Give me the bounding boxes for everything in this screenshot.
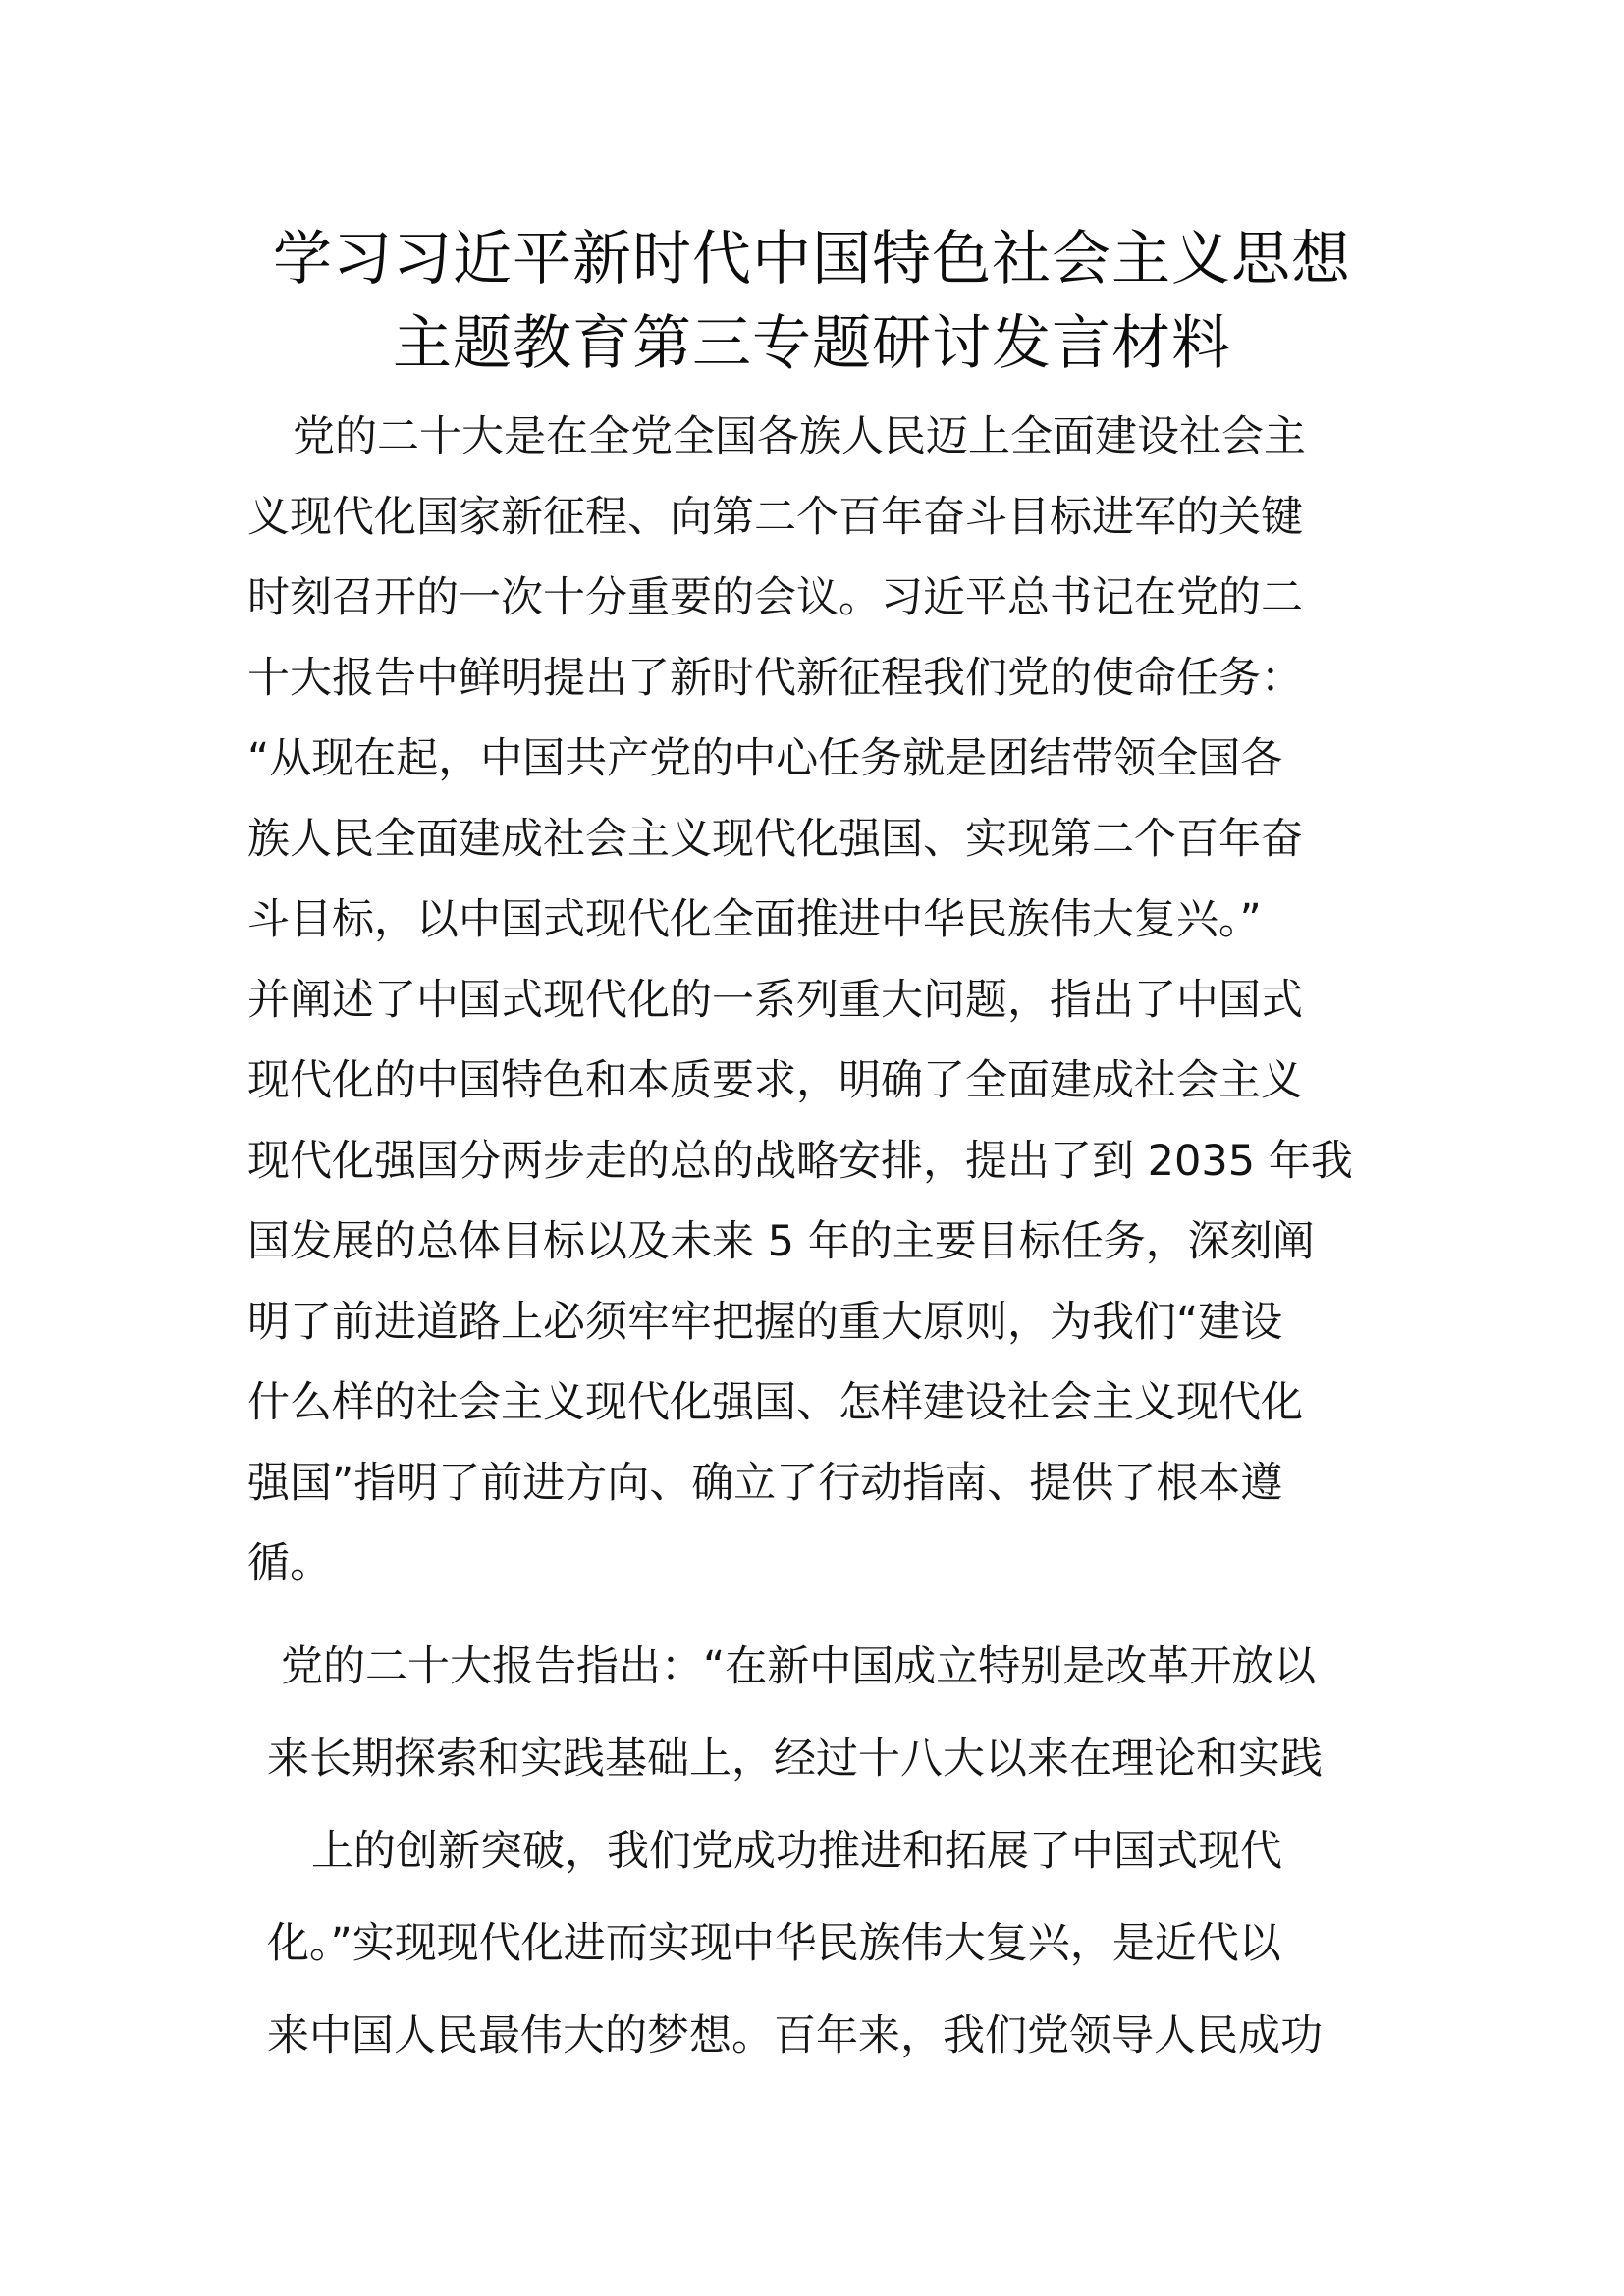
paragraph-line: 现代化的中国特色和本质要求，明确了全面建成社会主义 [247,1056,1303,1105]
paragraph-line: 族人民全面建成社会主义现代化强国、实现第二个百年奋 [247,815,1303,864]
paragraph-line: 上的创新突破，我们党成功推进和拓展了中国式现代 [311,1827,1282,1876]
paragraph-line: “从现在起，中国共产党的中心任务就是团结带领全国各 [247,734,1283,783]
paragraph-line: 斗目标，以中国式现代化全面推进中华民族伟大复兴。” [247,895,1262,944]
document-title-line-1: 学习习近平新时代中国特色社会主义思想 [273,225,1351,294]
paragraph-line: 现代化强国分两步走的总的战略安排，提出了到 2035 年我 [247,1137,1353,1186]
paragraph-line: 什么样的社会主义现代化强国、怎样建设社会主义现代化 [247,1378,1303,1427]
document-title-line-2: 主题教育第三专题研讨发言材料 [393,309,1231,378]
paragraph-line: 明了前进道路上必须牢牢把握的重大原则，为我们“建设 [247,1298,1283,1347]
paragraph-line: 来长期探索和实践基础上，经过十八大以来在理论和实践 [267,1735,1323,1784]
paragraph-line: 义现代化国家新征程、向第二个百年奋斗目标进军的关键 [247,493,1303,542]
paragraph-line: 化。”实现现代化进而实现中华民族伟大复兴，是近代以 [267,1919,1281,1968]
paragraph-line: 党的二十大报告指出：“在新中国成立特别是改革开放以 [281,1642,1317,1691]
paragraph-line: 强国”指明了前进方向、确立了行动指南、提供了根本遵 [247,1459,1283,1508]
paragraph-line: 并阐述了中国式现代化的一系列重大问题，指出了中国式 [247,976,1303,1025]
paragraph-line: 来中国人民最伟大的梦想。百年来，我们党领导人民成功 [267,2011,1323,2060]
paragraph-line: 时刻召开的一次十分重要的会议。习近平总书记在党的二 [247,573,1303,622]
paragraph-line: 国发展的总体目标以及未来 5 年的主要目标任务，深刻阐 [247,1217,1315,1266]
paragraph-line: 十大报告中鲜明提出了新时代新征程我们党的使命任务： [247,654,1303,703]
paragraph-line: 循。 [247,1539,332,1588]
paragraph-line: 党的二十大是在全党全国各族人民迈上全面建设社会主 [293,412,1306,461]
